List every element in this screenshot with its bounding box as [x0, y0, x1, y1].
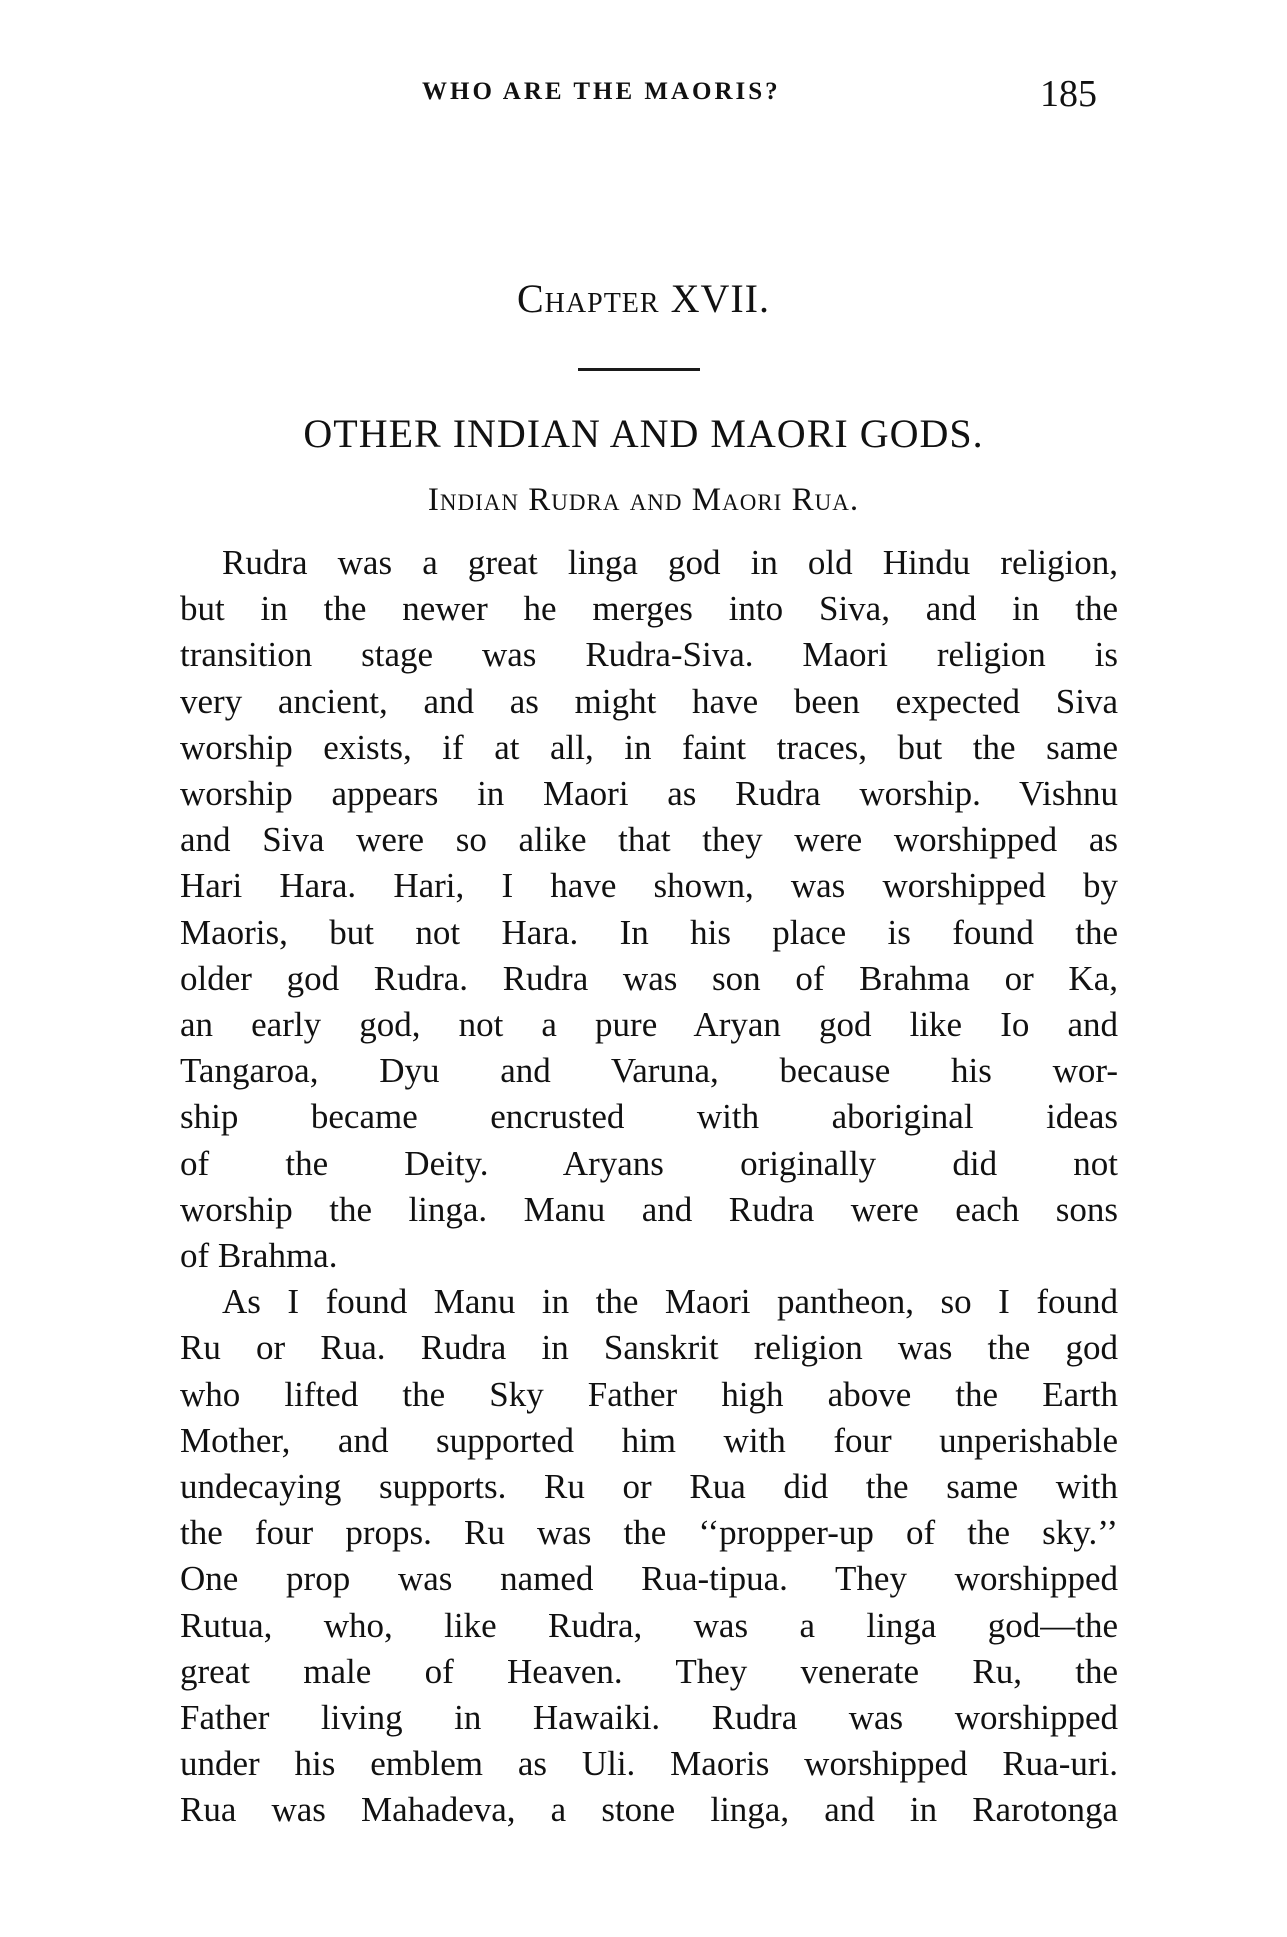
text-line: and Siva were so alike that they were worshipped as — [180, 820, 1118, 860]
paragraph — [138, 1279, 1118, 1833]
body-text — [138, 540, 1118, 1834]
text-line: worship the linga. Manu and Rudra were each sons — [180, 1189, 1118, 1229]
text-line: the four props. Ru was the ‘‘propper-up of the sky.’’ — [180, 1513, 1118, 1553]
section-title: Indian Rudra and Maori Rua. — [427, 482, 860, 518]
text-line: undecaying supports. Ru or Rua did the same with — [180, 1467, 1118, 1507]
text-line: Mother, and supported him with four unperishable — [180, 1420, 1118, 1460]
text-line: Ru or Rua. Rudra in Sanskrit religion was the god — [180, 1328, 1118, 1368]
text-line: great male of Heaven. They venerate Ru, the — [180, 1651, 1118, 1691]
running-head — [0, 72, 1287, 116]
text-line: an early god, not a pure Aryan god like Io and — [180, 1005, 1118, 1045]
text-line: Tangaroa, Dyu and Varuna, because his wor- — [180, 1051, 1118, 1091]
chapter-divider — [578, 368, 700, 371]
text-line: very ancient, and as might have been expected Siva — [180, 681, 1118, 721]
text-line: Rua was Mahadeva, a stone linga, and in Rarotonga — [180, 1790, 1118, 1830]
text-line: ship became encrusted with aboriginal ideas — [180, 1097, 1118, 1137]
text-line: Maoris, but not Hara. In his place is found the — [180, 912, 1118, 952]
text-line: Father living in Hawaiki. Rudra was worshipped — [180, 1698, 1118, 1738]
text-line: One prop was named Rua-tipua. They worshipped — [180, 1559, 1118, 1599]
text-line: but in the newer he merges into Siva, and in the — [180, 589, 1118, 629]
text-line: older god Rudra. Rudra was son of Brahma or Ka, — [180, 958, 1118, 998]
chapter-label — [0, 275, 1287, 322]
page-number: 185 — [1040, 73, 1097, 115]
text-line: worship exists, if at all, in faint traces, but the same — [180, 727, 1118, 767]
running-title: WHO ARE THE MAORIS? — [422, 78, 781, 105]
text-line: who lifted the Sky Father high above the Earth — [180, 1374, 1118, 1414]
text-line: As I found Manu in the Maori pantheon, so I found — [222, 1282, 1118, 1322]
text-line: of the Deity. Aryans originally did not — [180, 1143, 1118, 1183]
text-line: worship appears in Maori as Rudra worship. Vishnu — [180, 774, 1118, 814]
chapter-label-text: Chapter XVII. — [517, 276, 770, 321]
paragraph — [138, 540, 1118, 1279]
chapter-title: OTHER INDIAN AND MAORI GODS. — [303, 411, 984, 456]
text-line: Rutua, who, like Rudra, was a linga god—the — [180, 1605, 1118, 1645]
text-line: under his emblem as Uli. Maoris worshipped Rua-uri. — [180, 1744, 1118, 1784]
text-line: Hari Hara. Hari, I have shown, was worshipped by — [180, 866, 1118, 906]
text-line: Rudra was a great linga god in old Hindu religion, — [222, 543, 1118, 582]
text-line: transition stage was Rudra-Siva. Maori religion is — [180, 635, 1118, 675]
text-line: of Brahma. — [180, 1236, 338, 1276]
